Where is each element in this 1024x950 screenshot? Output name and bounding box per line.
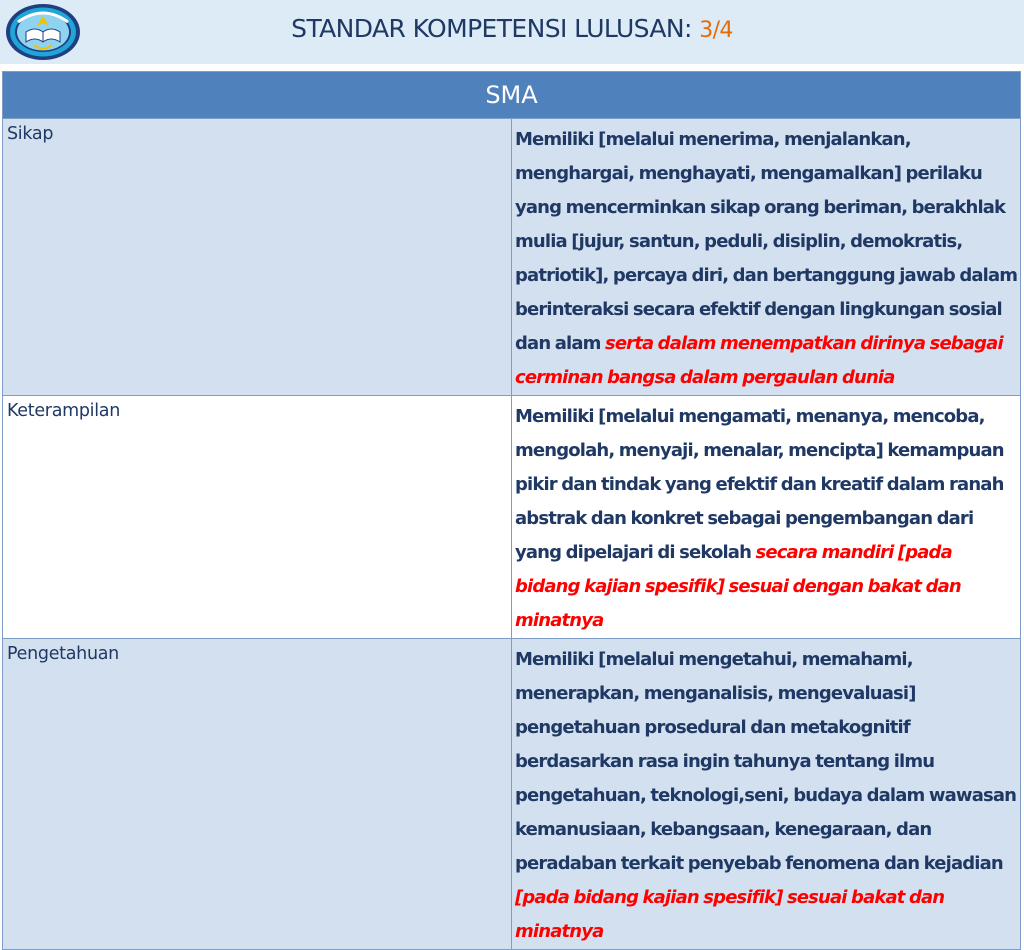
page-number: 3/4 <box>699 18 733 43</box>
description-text: Memiliki [melalui menerima, menjalankan, menghargai, menghayati, mengamalkan] perilaku yang mencerminkan sikap orang beriman, berakhlak mulia [jujur, santun, peduli, disiplin, demokratis, patriotik], percaya diri, dan bertanggung jawab dalam berinteraksi secara efektif dengan lingkungan sosial dan alam <box>515 129 1018 354</box>
table-row <box>3 119 1021 396</box>
row-label-pengetahuan: Pengetahuan <box>3 639 512 950</box>
row-description-pengetahuan <box>512 639 1021 950</box>
emphasis-text: serta dalam menempatkan dirinya sebagai cerminan bangsa dalam pergaulan dunia <box>515 333 1003 388</box>
page-title <box>0 14 1024 43</box>
description-text: Memiliki [melalui mengamati, menanya, mencoba, mengolah, menyaji, menalar, mencipta] kemampuan pikir dan tindak yang efektif dan kreatif dalam ranah abstrak dan konkret sebagai pengembangan dari yang dipelajari di sekolah <box>515 406 1004 563</box>
title-text: STANDAR KOMPETENSI LULUSAN: <box>291 14 692 43</box>
header-bar <box>0 0 1024 64</box>
row-description-keterampilan <box>512 396 1021 639</box>
row-description-sikap <box>512 119 1021 396</box>
table-row <box>3 639 1021 950</box>
table-heading: SMA <box>3 72 1021 119</box>
competency-table <box>2 71 1021 950</box>
table-row <box>3 396 1021 639</box>
emphasis-text: [pada bidang kajian spesifik] sesuai bakat dan minatnya <box>515 887 945 942</box>
description-text: Memiliki [melalui mengetahui, memahami, menerapkan, menganalisis, mengevaluasi] pengetahuan prosedural dan metakognitif berdasarkan rasa ingin tahunya tentang ilmu pengetahuan, teknologi,seni, budaya dalam wawasan kemanusiaan, kebangsaan, kenegaraan, dan peradaban terkait penyebab fenomena dan kejadian <box>515 649 1017 874</box>
row-label-sikap: Sikap <box>3 119 512 396</box>
row-label-keterampilan: Keterampilan <box>3 396 512 639</box>
table-header-row <box>3 72 1021 119</box>
emphasis-text: secara mandiri [pada bidang kajian spesifik] sesuai dengan bakat dan minatnya <box>515 542 961 631</box>
